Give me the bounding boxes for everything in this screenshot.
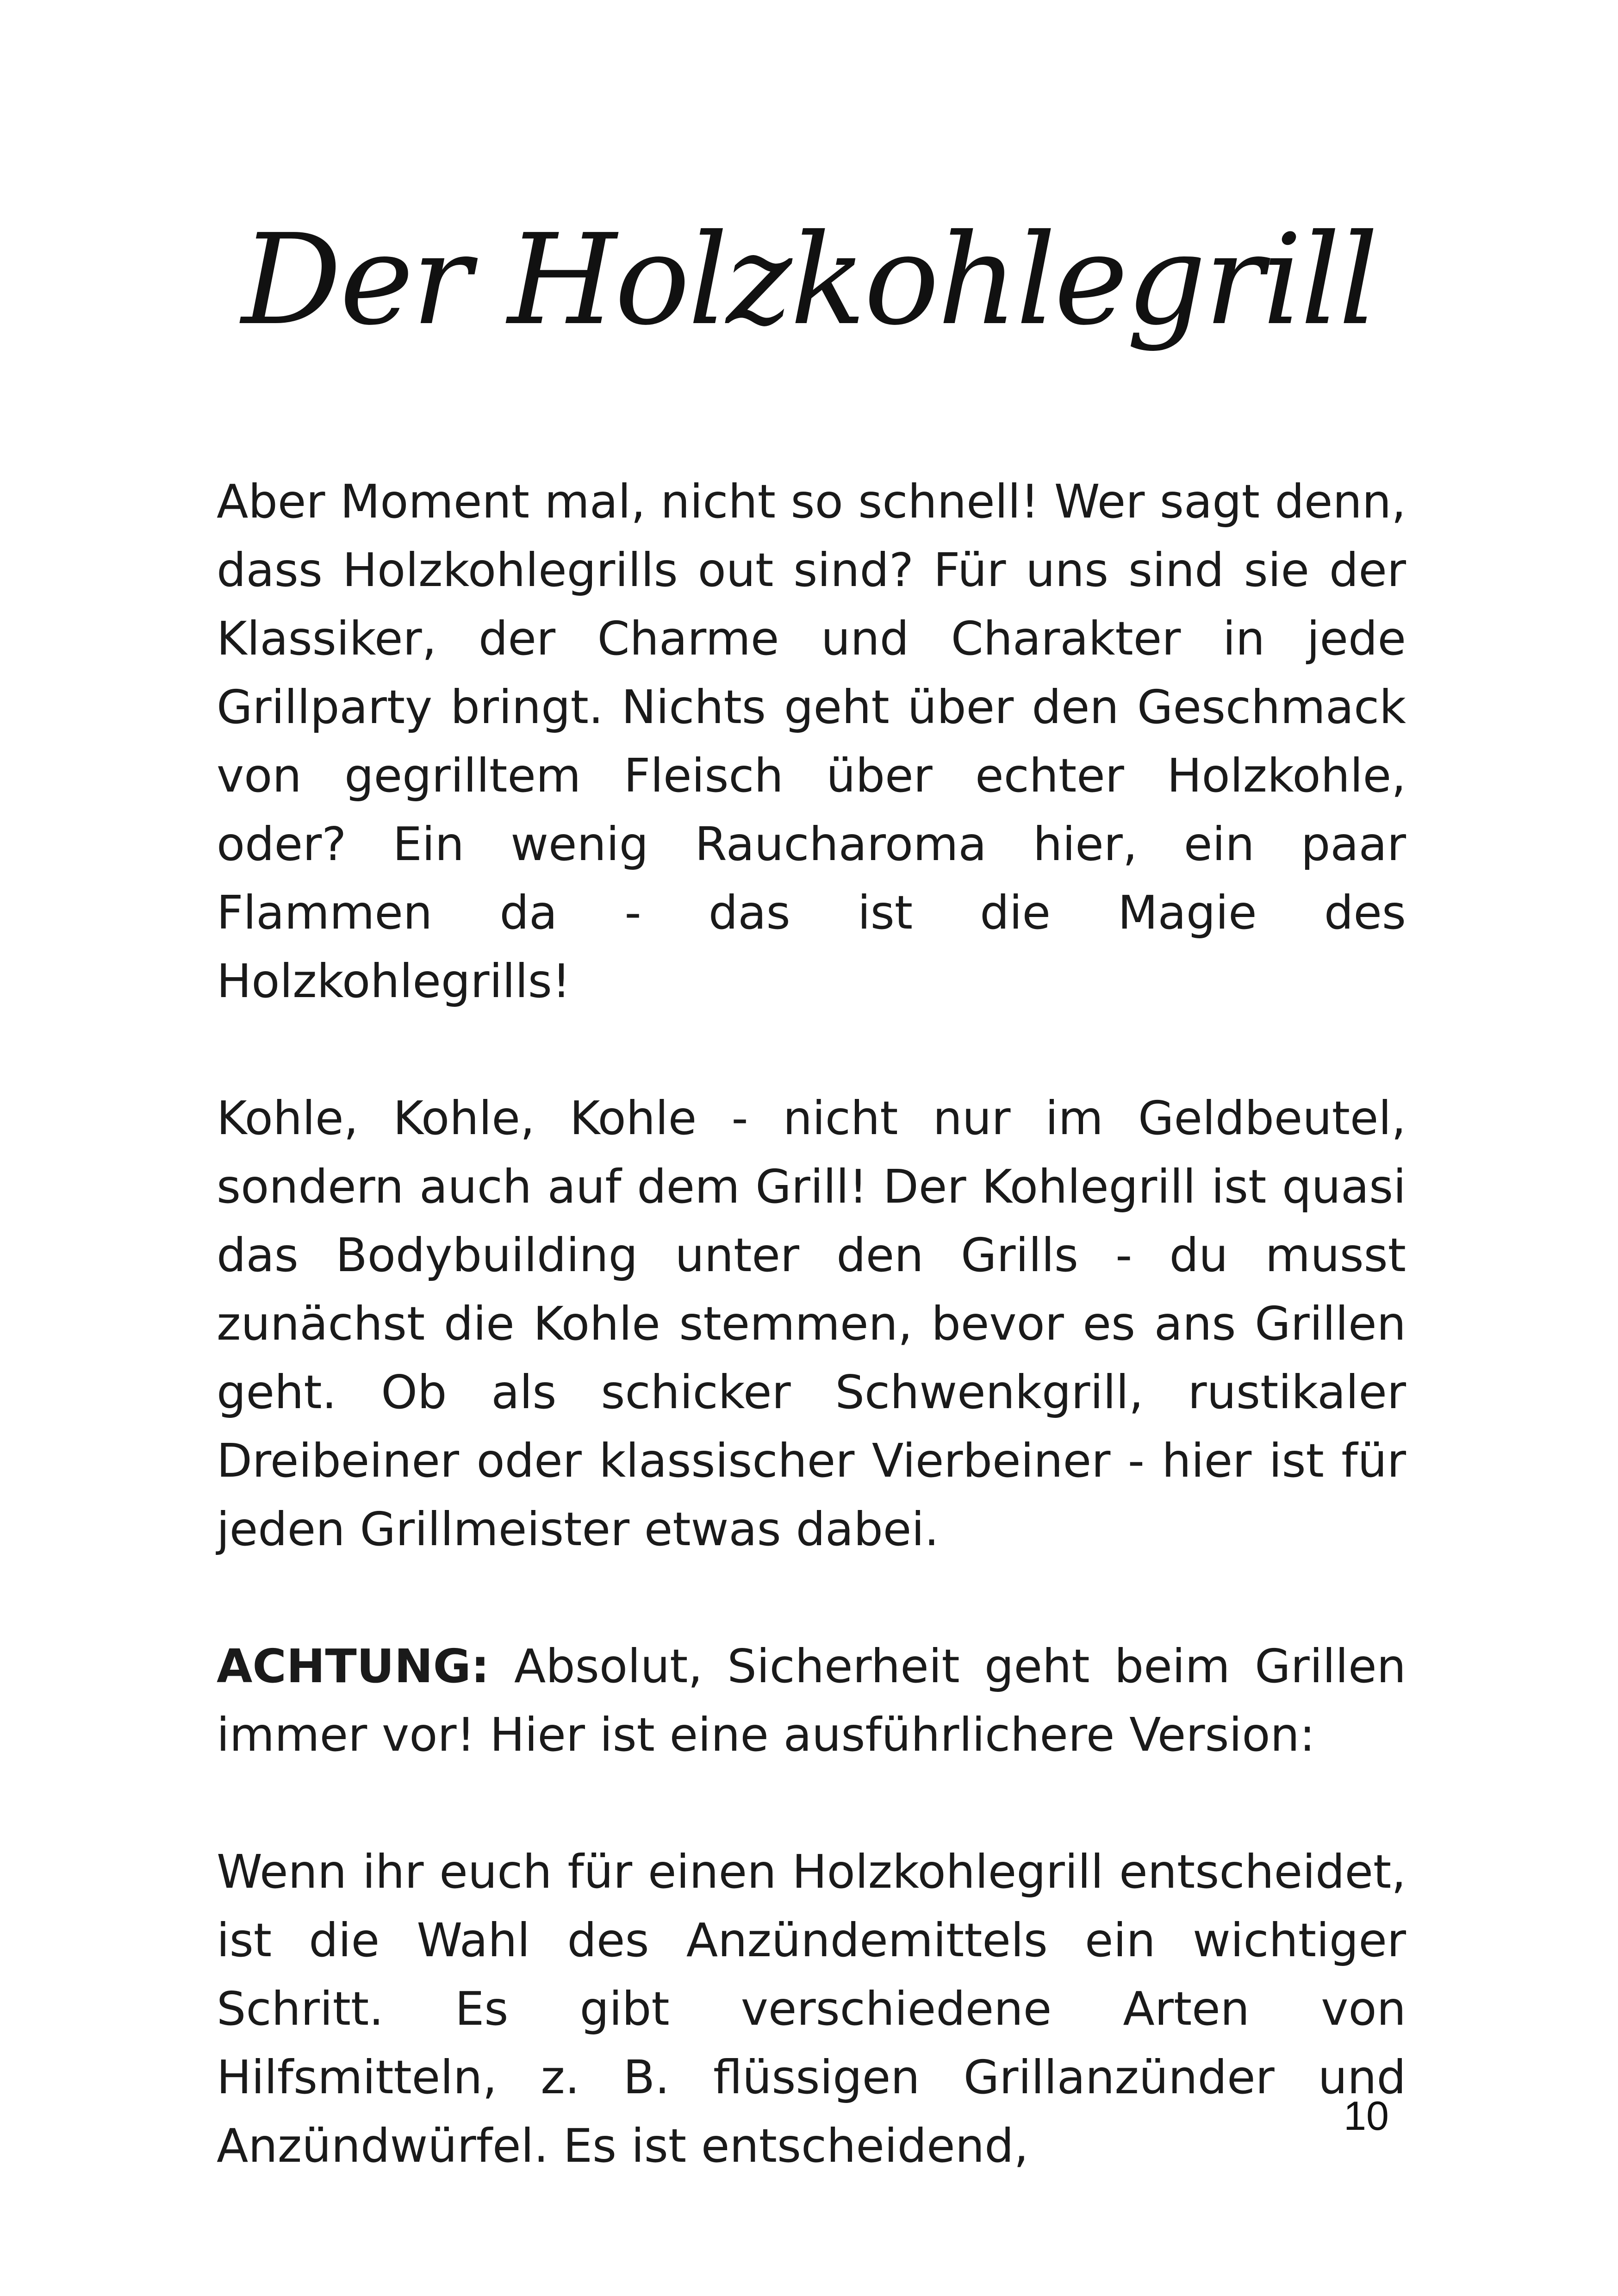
page-title: Der Holzkohlegrill [241,207,1377,353]
paragraph-3 [217,1632,1406,1769]
paragraph-1: Aber Moment mal, nicht so schnell! Wer sagt denn, dass Holzkohlegrills out sind? Für uns sind sie der Klassiker, der Charme und Charakter in jede Grillparty bringt. Nichts geht über den Geschmack von gegrilltem Fleisch über echter Holzkohle, oder? Ein wenig Raucharoma hier, ein paar Flammen da - das ist die Magie des Holzkohlegrills! [217,474,1406,1008]
paragraph-4: Wenn ihr euch für einen Holzkohlegrill entscheidet, ist die Wahl des Anzündemittels ein wichtiger Schritt. Es gibt verschiedene Arten von Hilfsmitteln, z. B. flüssigen Grillanzünder und Anzündwürfel. Es ist entscheidend, [217,1845,1406,2173]
warning-text: Absolut, Sicherheit geht beim Grillen immer vor! Hier ist eine ausführlichere Version: [217,1639,1406,1762]
paragraph-2: Kohle, Kohle, Kohle - nicht nur im Geldbeutel, sondern auch auf dem Grill! Der Kohlegrill ist quasi das Bodybuilding unter den Grills - du musst zunächst die Kohle stemmen, bevor es ans Grillen geht. Ob als schicker Schwenkgrill, rustikaler Dreibeiner oder klassischer Vierbeiner - hier ist für jeden Grillmeister etwas dabei. [217,1091,1406,1556]
page-number: 10 [1344,2093,1389,2139]
body-text [217,468,1406,2180]
warning-label: ACHTUNG: [217,1639,490,1693]
